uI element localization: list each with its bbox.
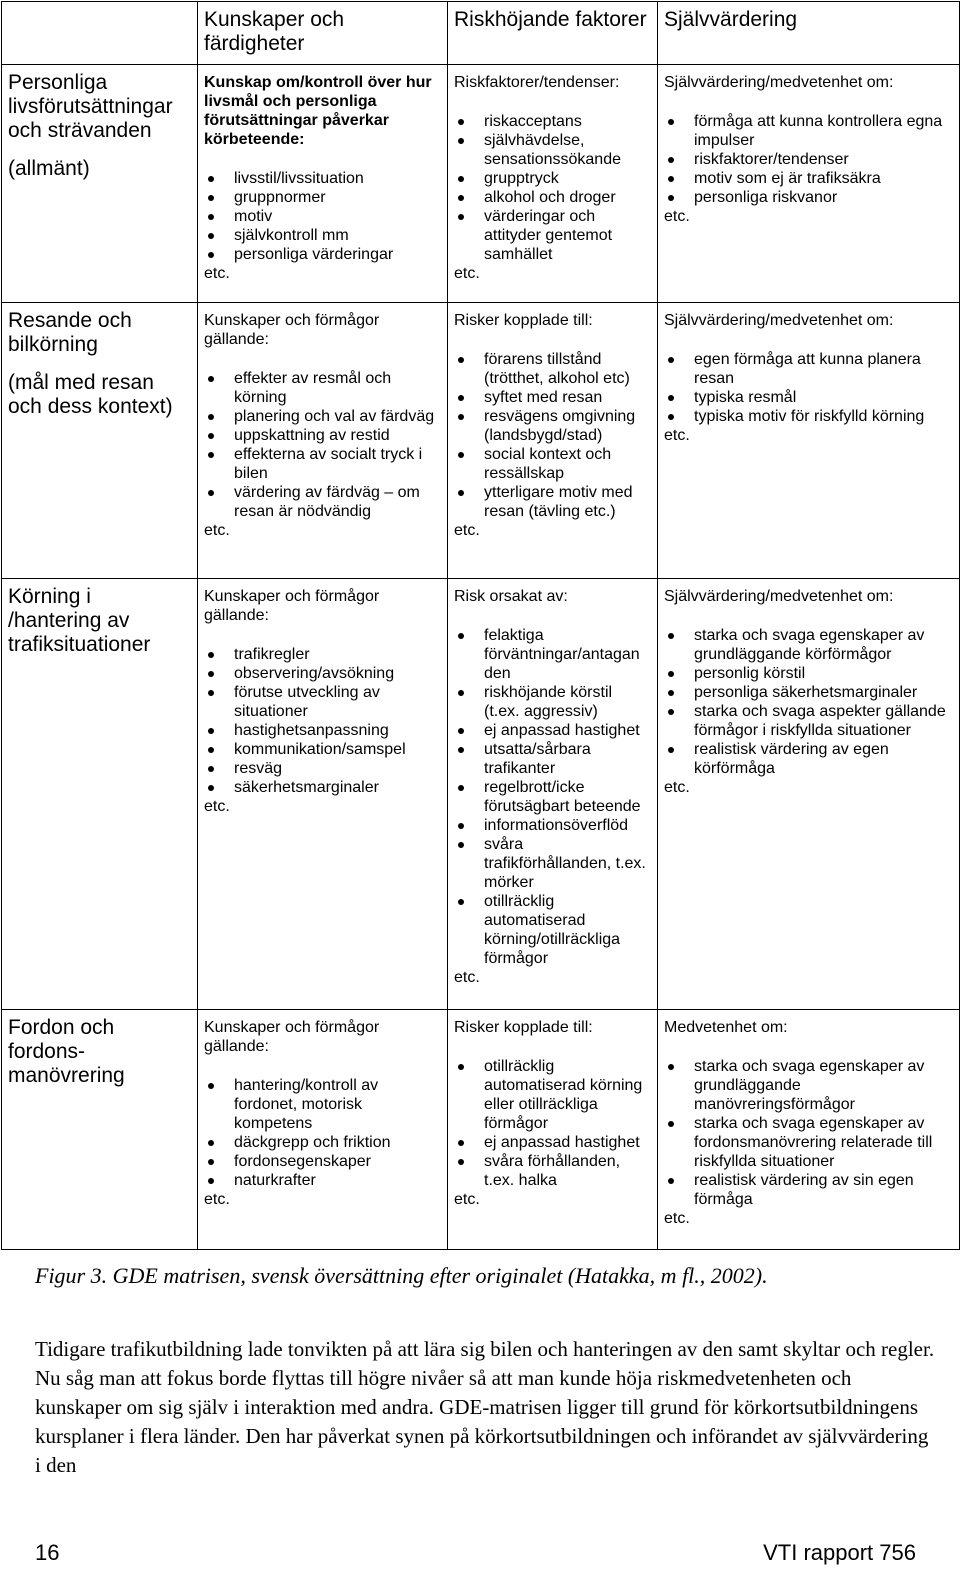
matrix-row-personal xyxy=(2,65,960,303)
bullet-item: kommunikation/samspel xyxy=(204,740,441,759)
row-label-line: livsförutsättningar xyxy=(8,95,173,118)
matrix-cell xyxy=(658,303,960,579)
row-label-line: /hantering av xyxy=(8,609,130,632)
bullet-item: starka och svaga aspekter gällande förmågor i riskfyllda situationer xyxy=(664,702,953,740)
bullet-item: fordonsegenskaper xyxy=(204,1152,441,1171)
matrix-cell xyxy=(658,579,960,1010)
report-name: VTI rapport 756 xyxy=(763,1540,916,1565)
bullet-item: effekterna av socialt tryck i bilen xyxy=(204,445,441,483)
row-label-line: Personliga xyxy=(8,71,108,94)
etc-label: etc. xyxy=(454,969,480,986)
bullet-item: starka och svaga egenskaper av grundläggande körförmågor xyxy=(664,626,953,664)
matrix-cell xyxy=(448,65,658,303)
bullet-item: ej anpassad hastighet xyxy=(454,721,651,740)
cell-bullet-list xyxy=(454,1057,651,1190)
bullet-item: motiv som ej är trafiksäkra xyxy=(664,169,953,188)
cell-heading: Kunskap om/kontroll över hur livsmål och personliga förutsättningar påverkar körbeteende: xyxy=(204,74,432,148)
matrix-row-travel xyxy=(2,303,960,579)
cell-heading: Risker kopplade till: xyxy=(454,312,593,329)
etc-label: etc. xyxy=(454,1191,480,1208)
etc-label: etc. xyxy=(454,522,480,539)
etc-label: etc. xyxy=(204,522,230,539)
bullet-item: egen förmåga att kunna planera resan xyxy=(664,350,953,388)
header-self-evaluation: Självvärdering xyxy=(658,2,960,65)
bullet-item: förutse utveckling av situationer xyxy=(204,683,441,721)
bullet-item: riskfaktorer/tendenser xyxy=(664,150,953,169)
bullet-item: förarens tillstånd (trötthet, alkohol etc) xyxy=(454,350,651,388)
bullet-item: otillräcklig automatiserad körning eller otillräckliga förmågor xyxy=(454,1057,651,1133)
matrix-cell xyxy=(448,303,658,579)
row-label-line: och dess kontext) xyxy=(8,395,173,418)
row-label-line: fordons- xyxy=(8,1040,86,1063)
bullet-item: felaktiga förväntningar/antagan den xyxy=(454,626,651,683)
etc-label: etc. xyxy=(204,798,230,815)
bullet-item: effekter av resmål och körning xyxy=(204,369,441,407)
bullet-item: uppskattning av restid xyxy=(204,426,441,445)
matrix-row-traffic xyxy=(2,579,960,1010)
row-label-line: manövrering xyxy=(8,1064,125,1087)
etc-label: etc. xyxy=(204,265,230,282)
bullet-item: resvägens omgivning (landsbygd/stad) xyxy=(454,407,651,445)
bullet-item: svåra trafikförhållanden, t.ex. mörker xyxy=(454,835,651,892)
bullet-item: personliga värderingar xyxy=(204,245,441,264)
etc-label: etc. xyxy=(204,1191,230,1208)
gde-matrix-table xyxy=(1,1,960,1250)
bullet-item: grupptryck xyxy=(454,169,651,188)
bullet-item: förmåga att kunna kontrollera egna impulser xyxy=(664,112,953,150)
cell-bullet-list xyxy=(664,350,953,426)
bullet-item: realistisk värdering av egen körförmåga xyxy=(664,740,953,778)
row-label xyxy=(2,1010,198,1250)
cell-heading: Riskfaktorer/tendenser: xyxy=(454,74,620,91)
bullet-item: säkerhetsmarginaler xyxy=(204,778,441,797)
cell-heading: Risk orsakat av: xyxy=(454,588,568,605)
row-label-line: (mål med resan xyxy=(8,371,154,394)
matrix-cell xyxy=(198,303,448,579)
bullet-item: alkohol och droger xyxy=(454,188,651,207)
cell-bullet-list xyxy=(454,112,651,264)
cell-bullet-list xyxy=(454,350,651,521)
bullet-item: resväg xyxy=(204,759,441,778)
cell-heading: Medvetenhet om: xyxy=(664,1019,788,1036)
row-label-line: Fordon och xyxy=(8,1016,115,1039)
bullet-item: otillräcklig automatiserad körning/otillräckliga förmågor xyxy=(454,892,651,968)
figure-caption: Figur 3. GDE matrisen, svensk översättning efter originalet (Hatakka, m fl., 2002). xyxy=(35,1263,768,1288)
matrix-cell xyxy=(198,65,448,303)
cell-bullet-list xyxy=(204,369,441,521)
row-label xyxy=(2,65,198,303)
bullet-item: hastighetsanpassning xyxy=(204,721,441,740)
etc-label: etc. xyxy=(664,208,690,225)
bullet-item: informationsöverflöd xyxy=(454,816,651,835)
matrix-cell xyxy=(198,579,448,1010)
etc-label: etc. xyxy=(454,265,480,282)
etc-label: etc. xyxy=(664,779,690,796)
cell-bullet-list xyxy=(204,1076,441,1190)
bullet-item: gruppnormer xyxy=(204,188,441,207)
bullet-item: social kontext och ressällskap xyxy=(454,445,651,483)
row-label-line: (allmänt) xyxy=(8,157,90,180)
bullet-item: ytterligare motiv med resan (tävling etc.) xyxy=(454,483,651,521)
row-label-line: trafiksituationer xyxy=(8,633,151,656)
bullet-item: regelbrott/icke förutsägbart beteende xyxy=(454,778,651,816)
cell-heading: Kunskaper och förmågor gällande: xyxy=(204,312,380,348)
matrix-row-vehicle xyxy=(2,1010,960,1250)
bullet-item: däckgrepp och friktion xyxy=(204,1133,441,1152)
header-empty xyxy=(2,2,198,65)
bullet-item: självhävdelse, sensationssökande xyxy=(454,131,651,169)
row-label-line: Körning i xyxy=(8,585,91,608)
row-label-line: och strävanden xyxy=(8,119,152,142)
bullet-item: livsstil/livssituation xyxy=(204,169,441,188)
matrix-cell xyxy=(198,1010,448,1250)
cell-bullet-list xyxy=(664,626,953,778)
bullet-item: starka och svaga egenskaper av grundläggande manövreringsförmågor xyxy=(664,1057,953,1114)
bullet-item: starka och svaga egenskaper av fordonsmanövrering relaterade till riskfyllda situationer xyxy=(664,1114,953,1171)
cell-bullet-list xyxy=(454,626,651,968)
bullet-item: värdering av färdväg – om resan är nödvändig xyxy=(204,483,441,521)
bullet-item: syftet med resan xyxy=(454,388,651,407)
row-label-line: bilkörning xyxy=(8,333,98,356)
row-label xyxy=(2,579,198,1010)
bullet-item: typiska motiv för riskfylld körning xyxy=(664,407,953,426)
header-risk-factors: Riskhöjande faktorer xyxy=(448,2,658,65)
bullet-item: observering/avsökning xyxy=(204,664,441,683)
header-row xyxy=(2,2,960,65)
bullet-item: typiska resmål xyxy=(664,388,953,407)
cell-heading: Kunskaper och förmågor gällande: xyxy=(204,588,380,624)
matrix-cell xyxy=(448,1010,658,1250)
bullet-item: riskacceptans xyxy=(454,112,651,131)
bullet-item: ej anpassad hastighet xyxy=(454,1133,651,1152)
bullet-item: utsatta/sårbara trafikanter xyxy=(454,740,651,778)
row-label xyxy=(2,303,198,579)
cell-bullet-list xyxy=(664,112,953,207)
bullet-item: självkontroll mm xyxy=(204,226,441,245)
body-paragraph: Tidigare trafikutbildning lade tonvikten på att lära sig bilen och hanteringen av den samt skyltar och regler. Nu såg man att fokus borde flyttas till högre nivåer så att man kunde höja riskmedvetenheten och kunskaper om sig själv i interaktion med andra. GDE-matrisen ligger till grund för körkortsutbildningens kursplaner i flera länder. Den har påverkat synen på körkortsutbildningen och införandet av självvärdering i den xyxy=(35,1337,935,1477)
cell-heading: Kunskaper och förmågor gällande: xyxy=(204,1019,380,1055)
row-label-line: Resande och xyxy=(8,309,132,332)
bullet-item: svåra förhållanden, t.ex. halka xyxy=(454,1152,651,1190)
cell-bullet-list xyxy=(204,645,441,797)
matrix-cell xyxy=(658,65,960,303)
bullet-item: riskhöjande körstil (t.ex. aggressiv) xyxy=(454,683,651,721)
bullet-item: hantering/kontroll av fordonet, motorisk kompetens xyxy=(204,1076,441,1133)
etc-label: etc. xyxy=(664,427,690,444)
cell-heading: Risker kopplade till: xyxy=(454,1019,593,1036)
bullet-item: värderingar och attityder gentemot samhället xyxy=(454,207,651,264)
cell-heading: Självvärdering/medvetenhet om: xyxy=(664,74,894,91)
bullet-item: motiv xyxy=(204,207,441,226)
cell-heading: Självvärdering/medvetenhet om: xyxy=(664,312,894,329)
bullet-item: personlig körstil xyxy=(664,664,953,683)
page-number: 16 xyxy=(35,1540,60,1565)
row-label-line xyxy=(8,357,191,371)
bullet-item: realistisk värdering av sin egen förmåga xyxy=(664,1171,953,1209)
header-knowledge: Kunskaper och färdigheter xyxy=(198,2,448,65)
row-label-line xyxy=(8,143,191,157)
matrix-cell xyxy=(448,579,658,1010)
cell-bullet-list xyxy=(204,169,441,264)
bullet-item: personliga riskvanor xyxy=(664,188,953,207)
bullet-item: planering och val av färdväg xyxy=(204,407,441,426)
bullet-item: trafikregler xyxy=(204,645,441,664)
matrix-cell xyxy=(658,1010,960,1250)
bullet-item: personliga säkerhetsmarginaler xyxy=(664,683,953,702)
cell-bullet-list xyxy=(664,1057,953,1209)
etc-label: etc. xyxy=(664,1210,690,1227)
bullet-item: naturkrafter xyxy=(204,1171,441,1190)
cell-heading: Självvärdering/medvetenhet om: xyxy=(664,588,894,605)
